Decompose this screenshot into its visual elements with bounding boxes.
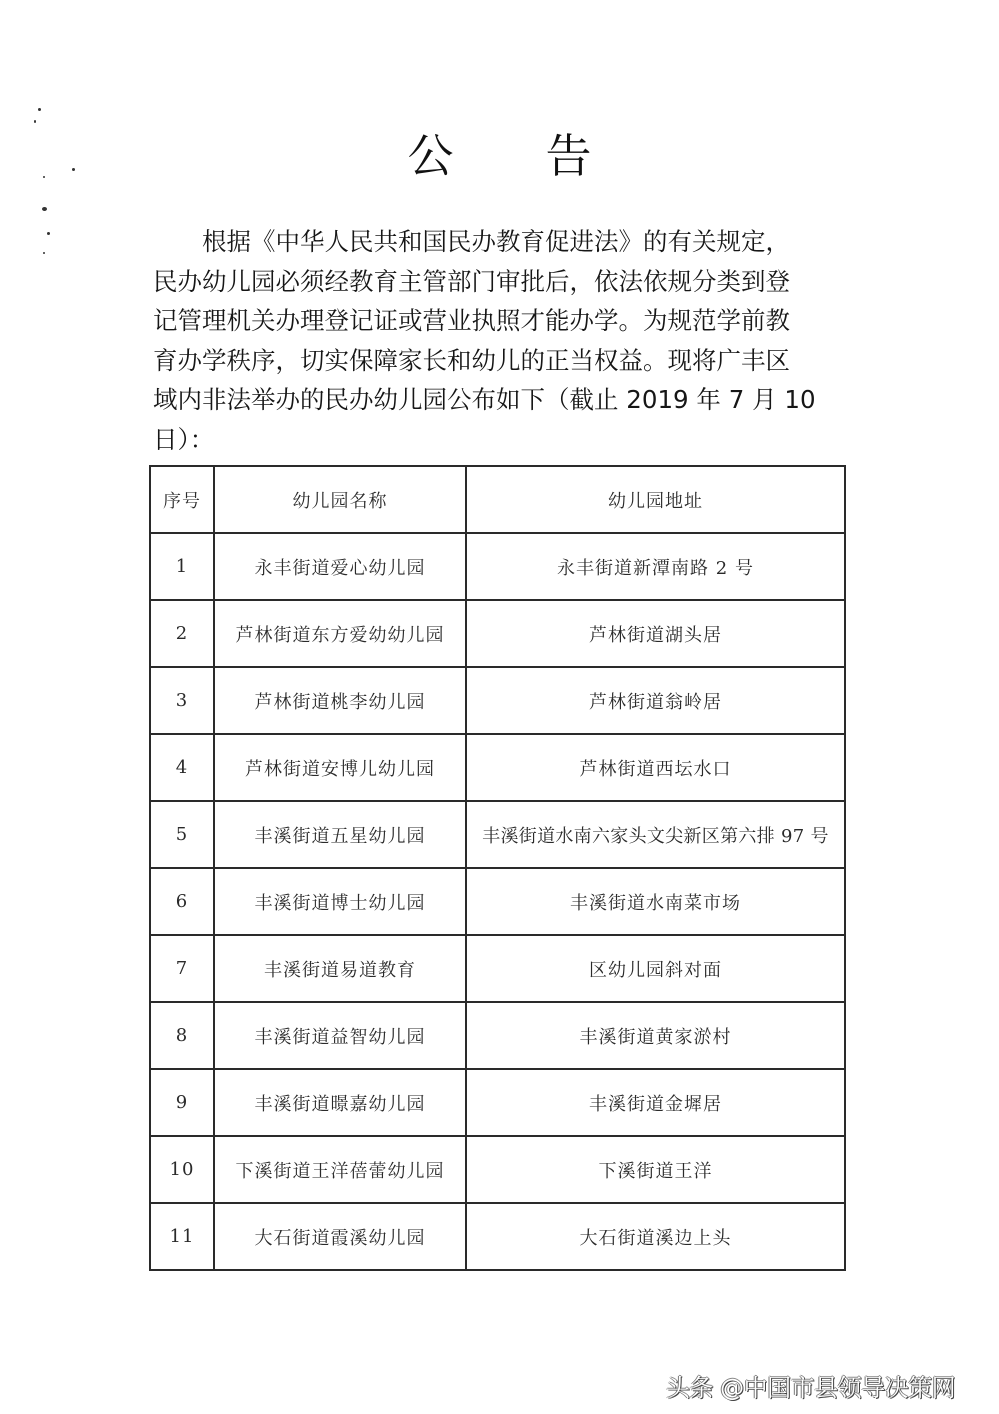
table-header-row <box>150 466 845 533</box>
cell-address: 丰溪街道水南六家头文尖新区第六排 97 号 <box>466 801 845 868</box>
table-row <box>150 1069 845 1136</box>
cell-name: 芦林街道安博儿幼儿园 <box>214 734 466 801</box>
cell-serial: 3 <box>150 667 214 734</box>
scan-speck <box>42 207 47 211</box>
cell-name: 芦林街道东方爱幼幼儿园 <box>214 600 466 667</box>
cell-name: 丰溪街道暻嘉幼儿园 <box>214 1069 466 1136</box>
table-row <box>150 1136 845 1203</box>
cell-serial: 2 <box>150 600 214 667</box>
cell-address: 芦林街道西坛水口 <box>466 734 845 801</box>
cell-name: 丰溪街道益智幼儿园 <box>214 1002 466 1069</box>
cell-address: 丰溪街道水南菜市场 <box>466 868 845 935</box>
cell-serial: 10 <box>150 1136 214 1203</box>
table-row <box>150 533 845 600</box>
cell-name: 下溪街道王洋蓓蕾幼儿园 <box>214 1136 466 1203</box>
paragraph-line: 育办学秩序，切实保障家长和幼儿的正当权益。现将广丰区 <box>153 345 790 375</box>
cell-serial: 5 <box>150 801 214 868</box>
table-row <box>150 801 845 868</box>
paragraph-line: 日）： <box>153 424 215 454</box>
cell-serial: 4 <box>150 734 214 801</box>
cell-address: 丰溪街道金墀居 <box>466 1069 845 1136</box>
paragraph-line: 根据《中华人民共和国民办教育促进法》的有关规定， <box>202 227 790 256</box>
scan-speck <box>38 108 41 111</box>
cell-address: 芦林街道翁岭居 <box>466 667 845 734</box>
cell-address: 大石街道溪边上头 <box>466 1203 845 1270</box>
cell-serial: 7 <box>150 935 214 1002</box>
header-kindergarten-name: 幼儿园名称 <box>214 466 466 533</box>
header-kindergarten-address: 幼儿园地址 <box>466 466 845 533</box>
paragraph-line: 记管理机关办理登记证或营业执照才能办学。为规范学前教 <box>153 306 790 335</box>
cell-address: 丰溪街道黄家淤村 <box>466 1002 845 1069</box>
table-row <box>150 935 845 1002</box>
cell-address: 下溪街道王洋 <box>466 1136 845 1203</box>
table-row <box>150 667 845 734</box>
cell-serial: 11 <box>150 1203 214 1270</box>
cell-name: 丰溪街道博士幼儿园 <box>214 868 466 935</box>
table-row <box>150 1203 845 1270</box>
kindergarten-table <box>149 465 846 1271</box>
scan-speck <box>47 232 50 235</box>
table-row <box>150 1002 845 1069</box>
cell-serial: 6 <box>150 868 214 935</box>
announcement-paragraph <box>153 222 853 459</box>
cell-address: 永丰街道新潭南路 2 号 <box>466 533 845 600</box>
cell-name: 丰溪街道易道教育 <box>214 935 466 1002</box>
title-char: 告 <box>545 129 592 183</box>
table-row <box>150 600 845 667</box>
cell-name: 永丰街道爱心幼儿园 <box>214 533 466 600</box>
cell-address: 芦林街道湖头居 <box>466 600 845 667</box>
cell-address: 区幼儿园斜对面 <box>466 935 845 1002</box>
table-row <box>150 734 845 801</box>
paragraph-line: 民办幼儿园必须经教育主管部门审批后，依法依规分类到登 <box>153 266 790 296</box>
paragraph-line: 域内非法举办的民办幼儿园公布如下（截止 2019 年 7 月 10 <box>153 385 816 414</box>
cell-serial: 1 <box>150 533 214 600</box>
cell-serial: 8 <box>150 1002 214 1069</box>
cell-name: 大石街道霞溪幼儿园 <box>214 1203 466 1270</box>
cell-serial: 9 <box>150 1069 214 1136</box>
source-watermark: 头条 @中国市县领导决策网 <box>666 1374 956 1402</box>
header-serial-number: 序号 <box>150 466 214 533</box>
cell-name: 丰溪街道五星幼儿园 <box>214 801 466 868</box>
scan-speck <box>43 252 45 254</box>
title-char: 公 <box>407 129 454 183</box>
table-row <box>150 868 845 935</box>
document-title <box>0 128 999 184</box>
scan-speck <box>34 120 36 123</box>
cell-name: 芦林街道桃李幼儿园 <box>214 667 466 734</box>
